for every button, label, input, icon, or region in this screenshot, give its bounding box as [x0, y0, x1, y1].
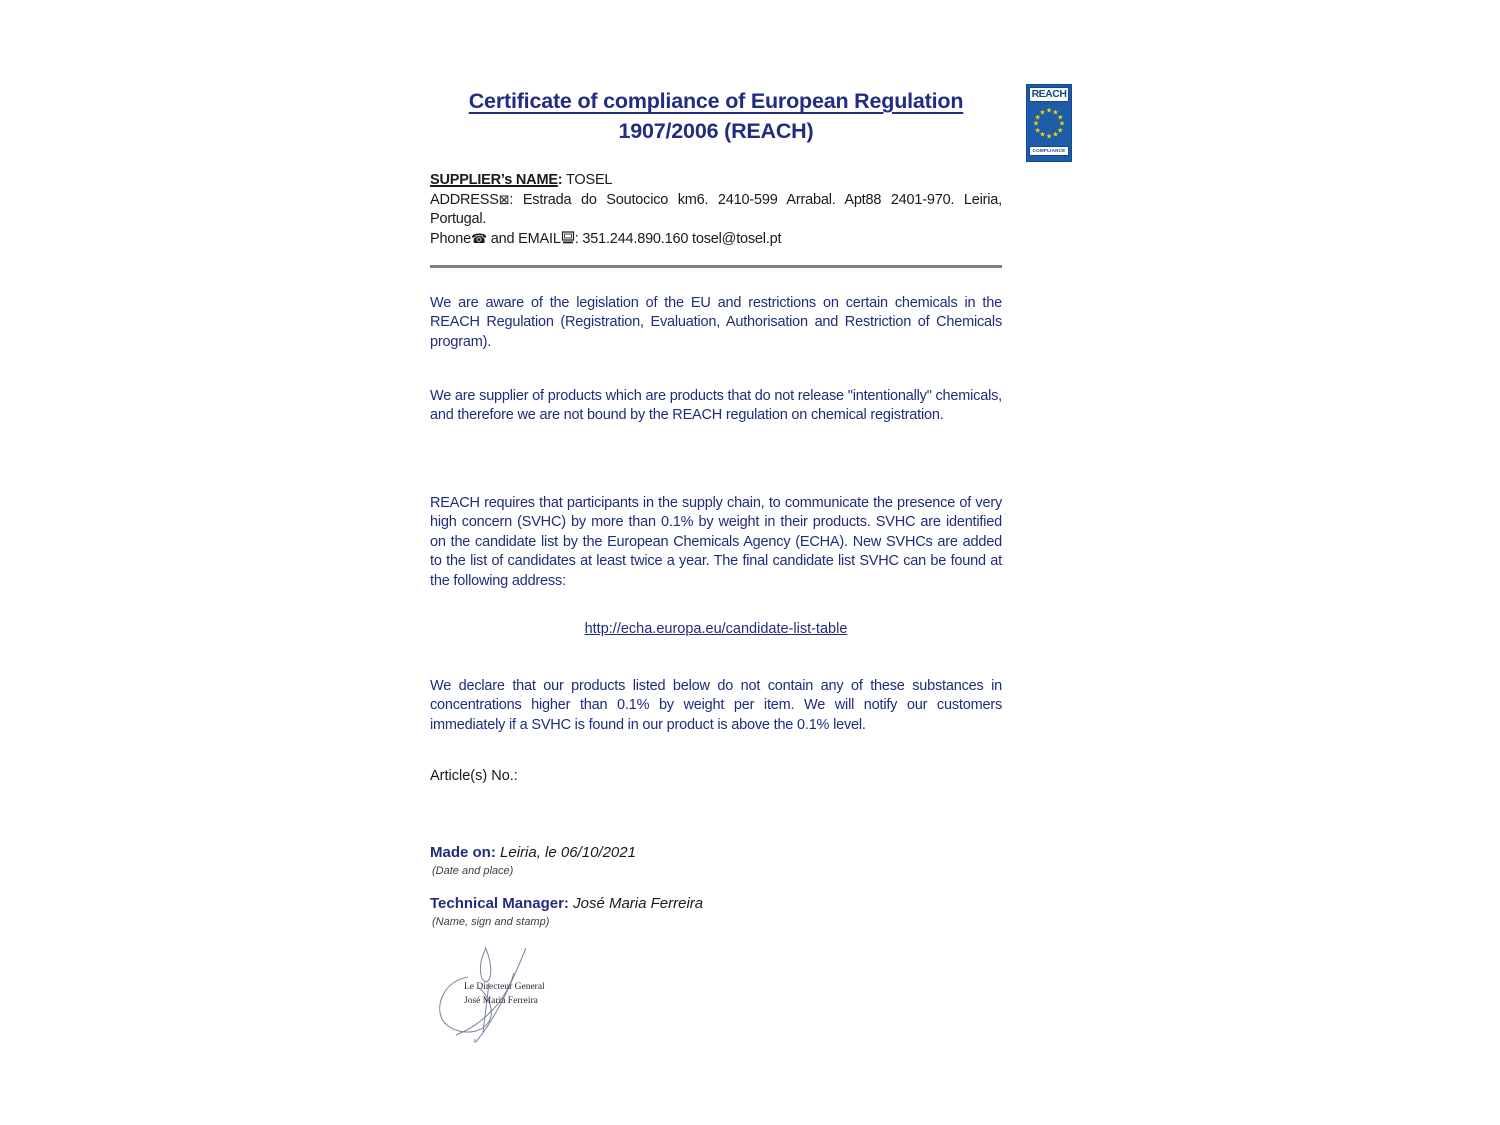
reach-compliance-logo [1026, 84, 1072, 162]
eu-stars-flag [1029, 102, 1069, 146]
contact-value: : 351.244.890.160 tosel@tosel.pt [574, 230, 782, 247]
star-icon: ★ [1052, 109, 1059, 117]
star-icon: ★ [1039, 109, 1046, 117]
signature-text [464, 980, 574, 1008]
paragraph-svhc: REACH requires that participants in the supply chain, to communicate the presence of very high concern (SVHC) by more than 0.1% by weight in their products. SVHC are identified on the candidate list by the European Chemicals Agency (ECHA). New SVHCs are added to the list of candidates at least twice a year. The final candidate list SVHC can be found at the following address: [430, 495, 1002, 589]
page-title-line2: 1907/2006 (REACH) [618, 119, 814, 143]
technical-manager-caption: (Name, sign and stamp) [432, 916, 550, 928]
star-icon: ★ [1058, 120, 1066, 128]
supplier-name-line [430, 171, 1002, 191]
email-label: and EMAIL [486, 230, 561, 247]
supplier-block [430, 171, 1002, 249]
signature-line2: José Maria Ferreira [464, 996, 538, 1006]
star-icon: ★ [1032, 120, 1040, 128]
made-on-line [430, 844, 636, 861]
phone-label: Phone [430, 230, 471, 247]
made-on-label: Made on: [430, 844, 496, 861]
star-icon: ★ [1045, 107, 1053, 115]
star-icon: ★ [1057, 127, 1064, 134]
star-icon: ★ [1034, 114, 1041, 121]
reach-logo-title: REACH [1029, 87, 1069, 102]
made-on-caption: (Date and place) [432, 865, 514, 877]
technical-manager-line [430, 895, 703, 912]
star-icon: ★ [1052, 131, 1059, 139]
supplier-name-value: TOSEL [562, 172, 613, 188]
candidate-list-link-line [430, 620, 1002, 638]
star-icon: ★ [1034, 127, 1041, 134]
candidate-list-link[interactable]: http://echa.europa.eu/candidate-list-table [584, 621, 848, 637]
paragraph-supplier-status: We are supplier of products which are products that do not release "intentionally" chemicals, and therefore we are not bound by the REACH regulation on chemical registration. [430, 388, 1002, 424]
address-value: : Estrada do Soutocico km6. 2410-599 Arrabal. Apt88 2401-970. Leiria, Portugal. [430, 191, 1002, 227]
paragraph-declaration: We declare that our products listed below do not contain any of these substances in concentrations higher than 0.1% by weight per item. We will notify our customers immediately if a SVHC is found in our product is above the 0.1% level. [430, 678, 1002, 733]
signature-line1: Le Directeur General [464, 982, 545, 992]
address-label: ADDRESS [430, 191, 499, 208]
page-title [430, 86, 1002, 146]
divider-rule [430, 265, 1002, 268]
technical-manager-label: Technical Manager: [430, 895, 569, 912]
phone-icon: ☎ [470, 231, 487, 247]
technical-manager-value: José Maria Ferreira [568, 895, 704, 912]
star-icon: ★ [1045, 133, 1053, 141]
made-on-value: Leiria, le 06/10/2021 [495, 844, 636, 861]
envelope-icon: ⊠ [498, 192, 510, 208]
supplier-name-colon: : [557, 172, 563, 188]
paragraph-awareness: We are aware of the legislation of the EU and restrictions on certain chemicals in the REACH Regulation (Registration, Evaluation, Authorisation and Restriction of Chemicals program). [430, 295, 1002, 350]
article-no-label: Article(s) No.: [430, 768, 518, 784]
page-title-line1: Certificate of compliance of European Regulation [468, 89, 964, 113]
contact-line [430, 230, 1002, 250]
supplier-name-label: SUPPLIER’s NAME [430, 172, 558, 188]
address-line [430, 191, 1002, 230]
star-icon: ★ [1057, 114, 1064, 121]
certificate-page [430, 0, 1002, 1125]
computer-icon [561, 231, 575, 244]
star-icon: ★ [1039, 131, 1046, 139]
signature-block [434, 945, 559, 1050]
reach-logo-compliance: COMPLIANCE [1029, 146, 1069, 156]
